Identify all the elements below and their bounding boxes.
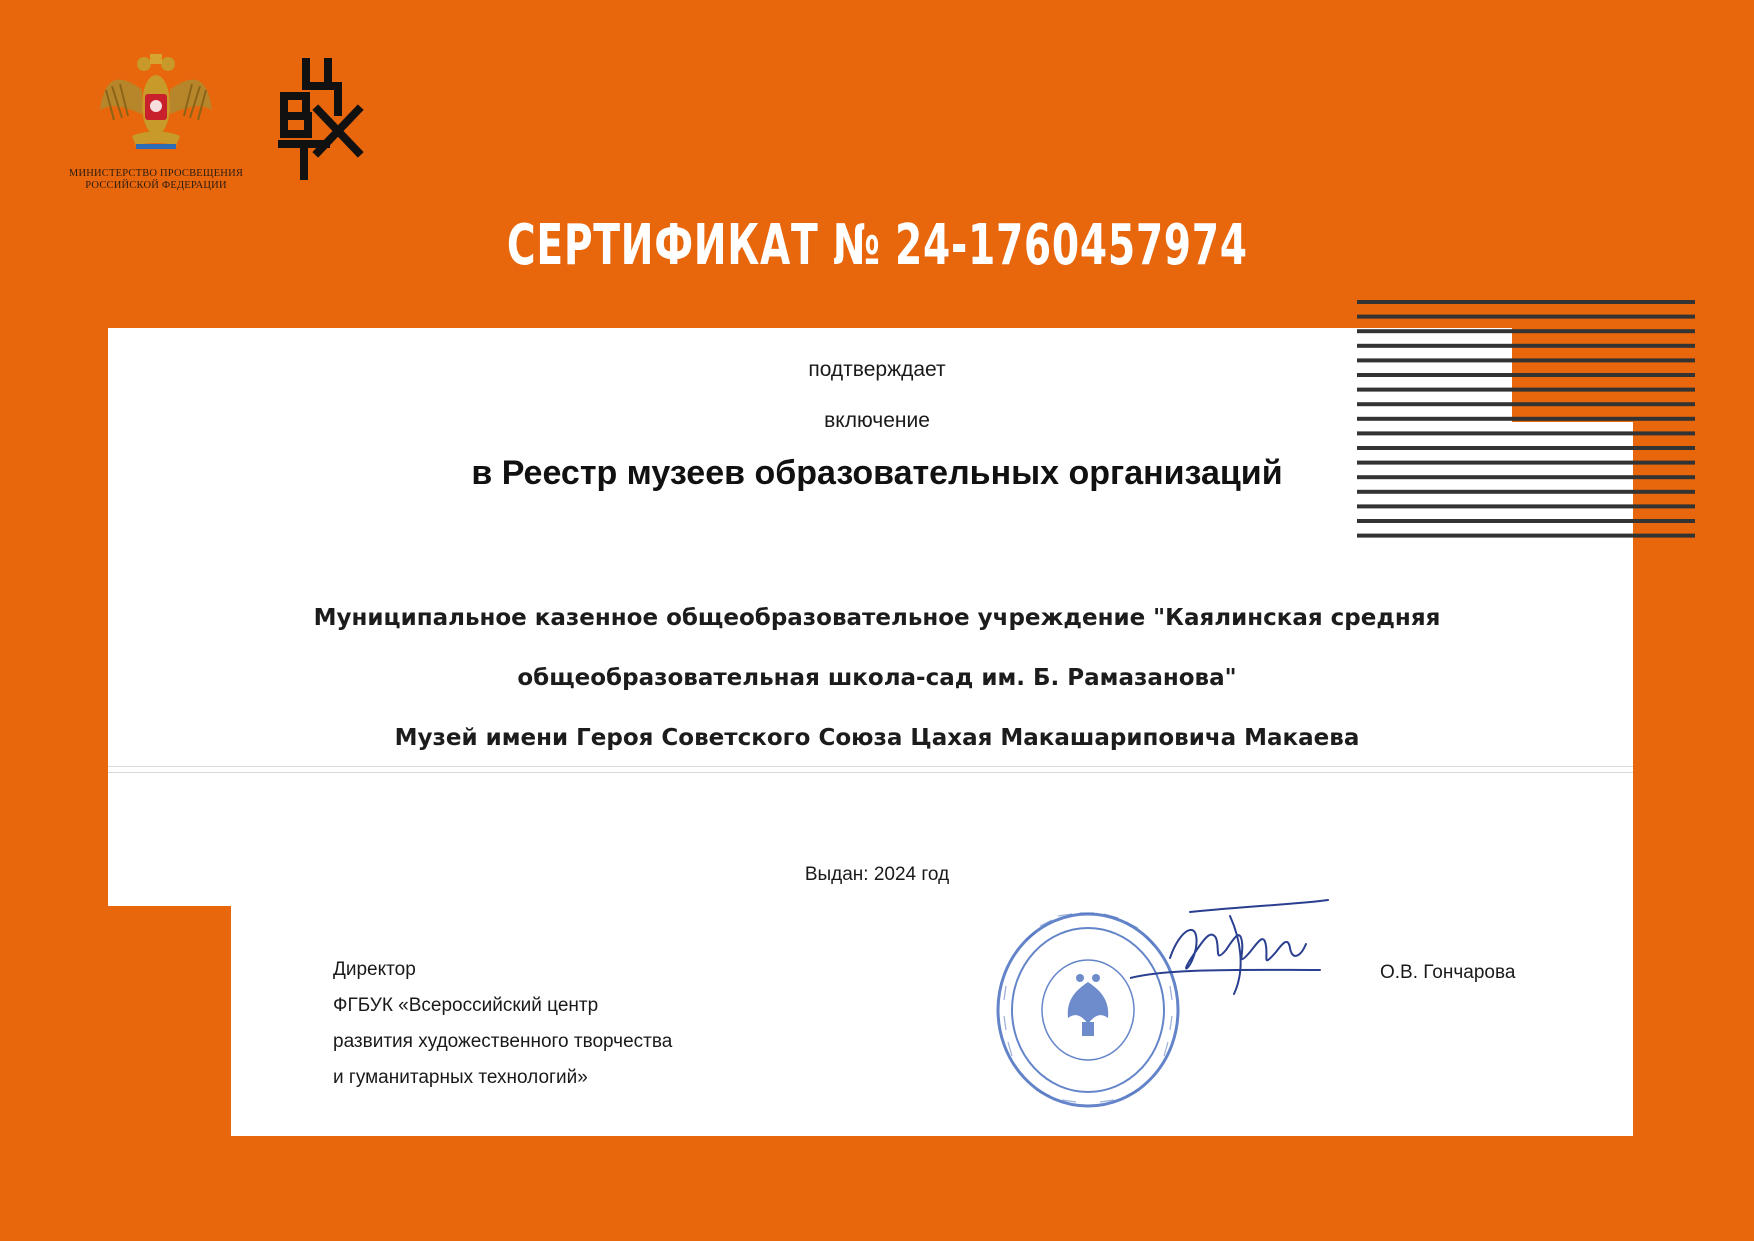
organization-name-line1: Муниципальное казенное общеобразовательное учреждение "Каялинская средняя <box>313 605 1441 631</box>
signatory-position <box>333 952 672 1096</box>
signatory-position-line1: Директор <box>333 959 416 980</box>
stripe-line <box>1357 388 1695 392</box>
museum-name: Музей имени Героя Советского Союза Цахая Макашариповича Макаева <box>394 725 1360 751</box>
stripe-line <box>1357 504 1695 508</box>
ministry-emblem-icon <box>96 50 216 160</box>
issued-year-text: Выдан: 2024 год <box>804 864 950 885</box>
stripe-line <box>1357 329 1695 333</box>
stripe-line <box>1357 300 1695 304</box>
signatory-position-line3: развития художественного творчества <box>333 1031 673 1052</box>
stripe-line <box>1357 534 1695 538</box>
ministry-caption-line1: МИНИСТЕРСТВО ПРОСВЕЩЕНИЯ <box>68 168 244 179</box>
signatory-position-line4: и гуманитарных технологий» <box>333 1067 588 1088</box>
handwritten-signature-icon <box>1130 898 1340 1008</box>
confirms-text: подтверждает <box>808 358 946 381</box>
organization-name-line2: общеобразовательная школа-сад им. Б. Рамазанова" <box>517 665 1237 691</box>
vcht-logo-icon <box>278 56 374 180</box>
stripe-line <box>1357 315 1695 319</box>
stripe-line <box>1357 402 1695 406</box>
ministry-caption-line2: РОССИЙСКОЙ ФЕДЕРАЦИИ <box>85 180 227 191</box>
signatory-position-line2: ФГБУК «Всероссийский центр <box>333 995 599 1016</box>
divider <box>108 766 1633 767</box>
signatory-name: О.В. Гончарова <box>1380 962 1516 983</box>
certificate-title: СЕРТИФИКАТ № 24-1760457974 <box>506 213 1248 278</box>
inclusion-text: включение <box>824 409 930 432</box>
registry-heading: в Реестр музеев образовательных организаций <box>471 454 1283 492</box>
ministry-caption <box>60 168 252 192</box>
stripe-line <box>1357 519 1695 523</box>
divider <box>108 772 1633 773</box>
stripe-line <box>1357 344 1695 348</box>
stripe-line <box>1357 446 1695 450</box>
